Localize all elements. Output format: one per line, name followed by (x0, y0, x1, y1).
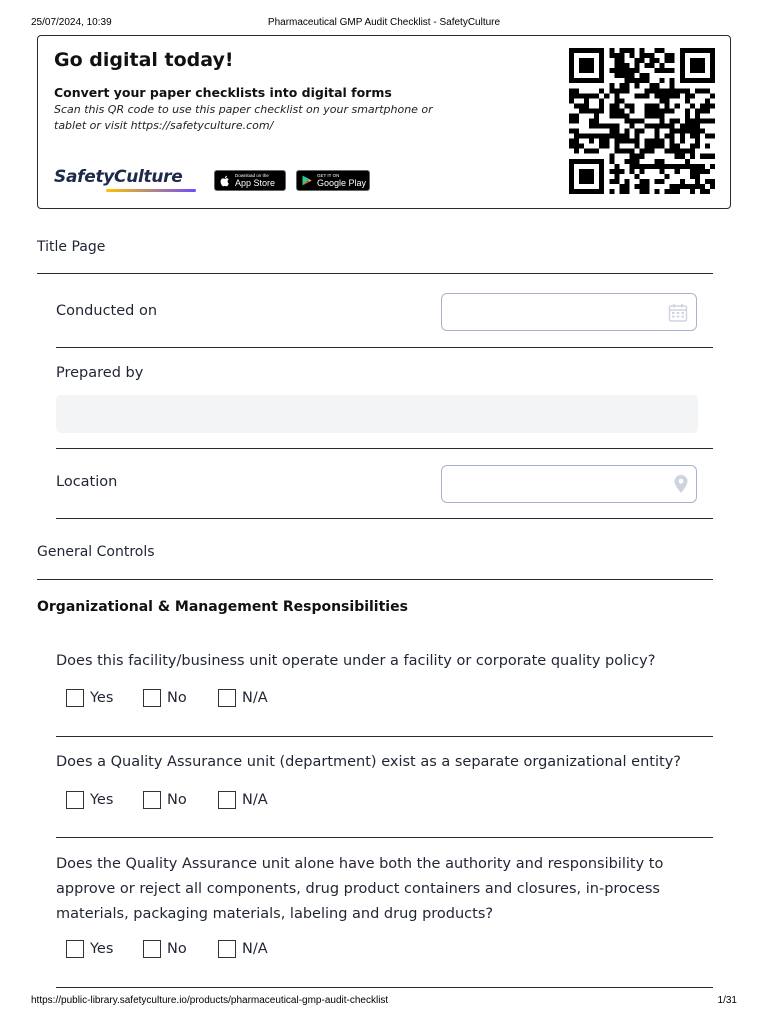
google-play-big-text: Google Play (317, 178, 367, 188)
print-footer (0, 995, 768, 1009)
location-field[interactable] (441, 465, 697, 503)
print-doc-title: Pharmaceutical GMP Audit Checklist - SafetyCulture (267, 17, 501, 28)
prepared-by-label: Prepared by (56, 365, 144, 381)
question-text: Does the Quality Assurance unit alone have both the authority and responsibility to approve or reject all components, drug product containers and closures, in-process materials, packaging materials, labeling and drug products? (56, 856, 664, 922)
apple-icon (220, 175, 230, 189)
option-label: Yes (90, 690, 114, 706)
option-label: N/A (242, 690, 268, 706)
checkbox[interactable] (143, 940, 161, 958)
divider (37, 579, 713, 580)
checkbox[interactable] (66, 940, 84, 958)
location-label: Location (56, 474, 118, 490)
divider (56, 736, 713, 737)
conducted-on-field[interactable] (441, 293, 697, 331)
divider (37, 273, 713, 274)
checkbox[interactable] (66, 689, 84, 707)
title-page-heading: Title Page (37, 239, 106, 255)
option-label: No (167, 941, 187, 957)
question-text: Does this facility/business unit operate under a facility or corporate quality policy? (56, 653, 656, 669)
app-store-small-text: Download on the (235, 173, 269, 178)
conducted-on-label: Conducted on (56, 303, 158, 319)
divider (56, 448, 713, 449)
print-url[interactable]: https://public-library.safetyculture.io/products/pharmaceutical-gmp-audit-checklist (31, 995, 389, 1006)
checkbox[interactable] (218, 940, 236, 958)
option-label: Yes (90, 941, 114, 957)
print-page-number: 1/31 (717, 995, 737, 1006)
promo-description: Scan this QR code to use this paper checklist on your smartphone or tablet or visit https://safetyculture.com/ (54, 103, 433, 132)
org-management-heading: Organizational & Management Responsibilities (37, 599, 408, 615)
divider (56, 518, 713, 519)
print-datetime: 25/07/2024, 10:39 (31, 17, 112, 28)
checkbox[interactable] (143, 689, 161, 707)
option-label: Yes (90, 792, 114, 808)
logo-underline (106, 189, 196, 192)
qr-modules (569, 48, 715, 194)
safetyculture-logo[interactable]: SafetyCulture (54, 167, 183, 187)
divider (56, 987, 713, 988)
option-label: No (167, 792, 187, 808)
google-play-small-text: GET IT ON (317, 173, 340, 178)
divider (56, 837, 713, 838)
promo-subtitle: Convert your paper checklists into digital forms (54, 85, 392, 100)
checkbox[interactable] (218, 791, 236, 809)
google-play-icon (302, 175, 312, 188)
divider (56, 347, 713, 348)
google-play-button[interactable] (296, 170, 370, 191)
app-store-big-text: App Store (235, 178, 276, 188)
go-digital-banner (37, 35, 731, 209)
checkbox[interactable] (218, 689, 236, 707)
option-label: N/A (242, 941, 268, 957)
promo-title: Go digital today! (54, 49, 234, 71)
question-text: Does a Quality Assurance unit (department) exist as a separate organizational entity? (56, 754, 681, 770)
map-pin-icon (673, 474, 689, 498)
app-store-button[interactable] (214, 170, 286, 191)
print-header (0, 17, 768, 31)
checkbox[interactable] (66, 791, 84, 809)
option-label: N/A (242, 792, 268, 808)
general-controls-heading: General Controls (37, 544, 155, 560)
option-label: No (167, 690, 187, 706)
prepared-by-field[interactable] (56, 395, 698, 433)
calendar-icon (668, 303, 688, 327)
qr-code[interactable] (566, 48, 718, 194)
checkbox[interactable] (143, 791, 161, 809)
